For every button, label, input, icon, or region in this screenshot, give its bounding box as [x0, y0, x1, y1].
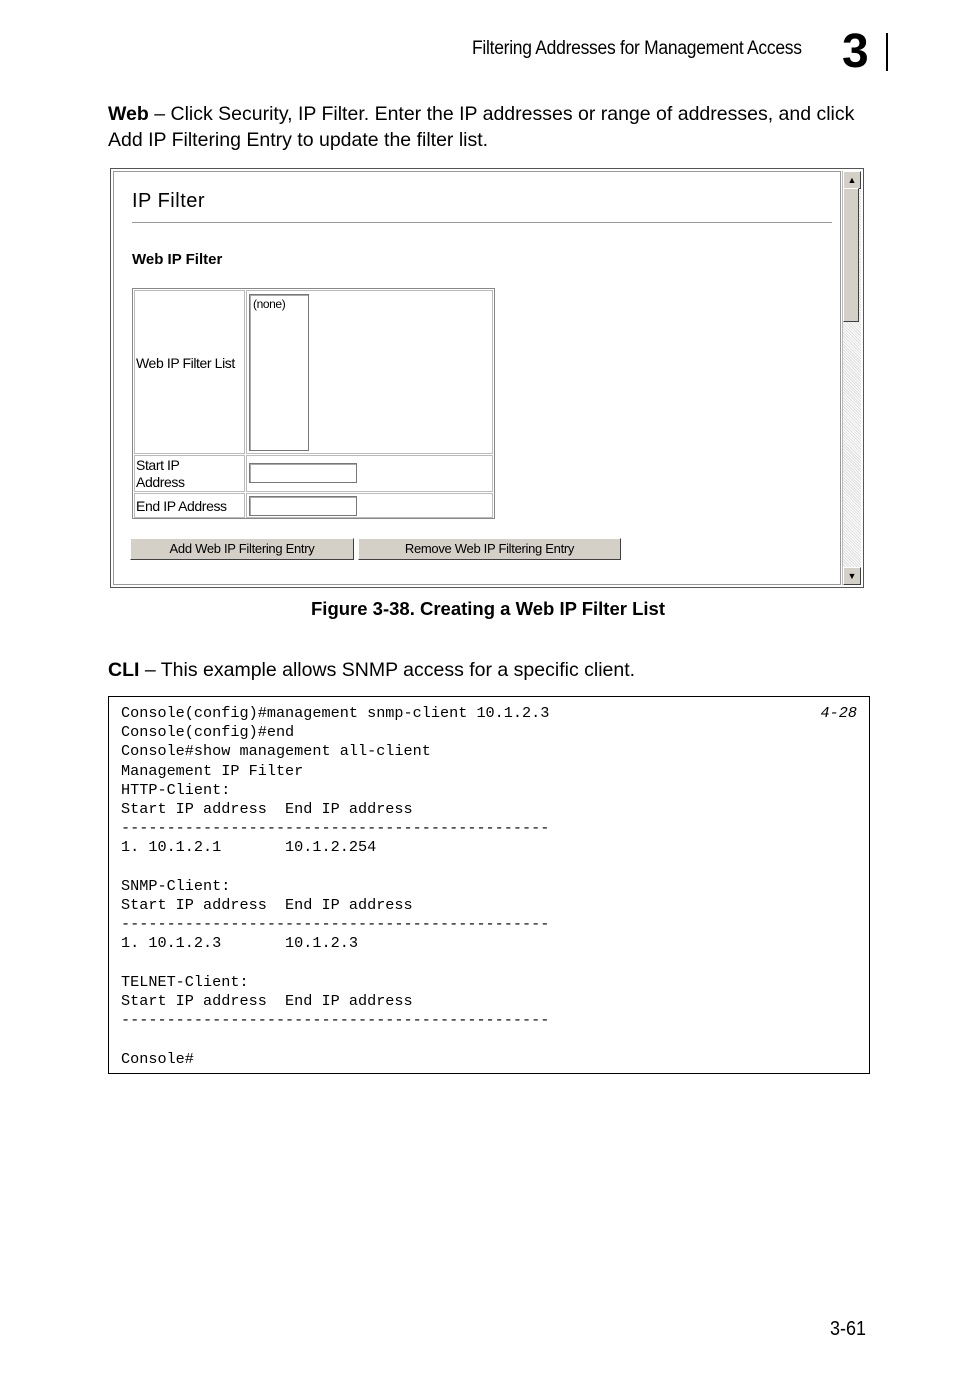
code-line: -----------------------------------------------	[121, 1011, 550, 1029]
cli-label: CLI	[108, 659, 140, 681]
start-ip-label: Start IP Address	[136, 457, 185, 490]
code-line: -----------------------------------------------	[121, 819, 550, 837]
end-label-cell	[134, 493, 245, 518]
code-line: Start IP address End IP address	[121, 992, 413, 1010]
filter-form-table	[132, 288, 495, 519]
web-text: – Click Security, IP Filter. Enter the IP addresses or range of addresses, and click Add IP Filtering Entry to update the filter list.	[108, 103, 855, 151]
title-divider	[132, 222, 832, 223]
list-cell	[246, 290, 493, 454]
start-label-cell	[134, 455, 245, 492]
page-number: 3-61	[830, 1318, 867, 1340]
code-line: Start IP address End IP address	[121, 800, 413, 818]
web-label: Web	[108, 103, 149, 125]
chapter-divider	[886, 33, 888, 71]
list-item[interactable]: (none)	[253, 297, 286, 311]
code-line: TELNET-Client:	[121, 973, 249, 991]
start-ip-input[interactable]	[249, 463, 357, 483]
code-line: 1. 10.1.2.3 10.1.2.3	[121, 934, 358, 952]
end-input-cell	[246, 493, 493, 518]
list-label: Web IP Filter List	[136, 355, 235, 371]
web-ip-filter-screenshot	[110, 168, 864, 588]
figure-caption: Figure 3-38. Creating a Web IP Filter List	[311, 598, 665, 619]
code-line: Management IP Filter	[121, 762, 304, 780]
end-ip-label: End IP Address	[136, 498, 227, 514]
add-filtering-entry-button[interactable]: Add Web IP Filtering Entry	[130, 538, 354, 560]
screenshot-content	[113, 171, 841, 585]
code-line: Console#show management all-client	[121, 742, 431, 760]
scroll-down-icon[interactable]: ▼	[843, 567, 861, 585]
code-line: Console(config)#end	[121, 723, 295, 741]
command-reference: 4-28	[820, 704, 857, 722]
running-header: Filtering Addresses for Management Access	[472, 38, 802, 59]
scrollbar-thumb[interactable]	[843, 188, 859, 322]
scroll-up-icon[interactable]: ▲	[843, 171, 861, 189]
cli-paragraph	[108, 657, 868, 683]
end-ip-input[interactable]	[249, 496, 357, 516]
cli-text: – This example allows SNMP access for a specific client.	[139, 659, 636, 681]
web-paragraph	[108, 101, 868, 153]
code-line: SNMP-Client:	[121, 877, 231, 895]
code-line: Console#	[121, 1050, 194, 1068]
code-line: 1. 10.1.2.1 10.1.2.254	[121, 838, 377, 856]
vertical-scrollbar[interactable]	[842, 171, 861, 585]
code-line: Start IP address End IP address	[121, 896, 413, 914]
code-line: Console(config)#management snmp-client 10.1.2.3	[121, 704, 550, 722]
cli-code-block	[108, 696, 870, 1074]
chapter-number: 3	[842, 25, 869, 78]
list-label-cell	[134, 290, 245, 454]
section-title: Web IP Filter	[132, 251, 223, 268]
code-line: -----------------------------------------------	[121, 915, 550, 933]
web-ip-filter-listbox[interactable]	[249, 294, 309, 451]
remove-filtering-entry-button[interactable]: Remove Web IP Filtering Entry	[358, 538, 621, 560]
page-title: IP Filter	[132, 190, 206, 212]
code-line: HTTP-Client:	[121, 781, 231, 799]
start-input-cell	[246, 455, 493, 492]
